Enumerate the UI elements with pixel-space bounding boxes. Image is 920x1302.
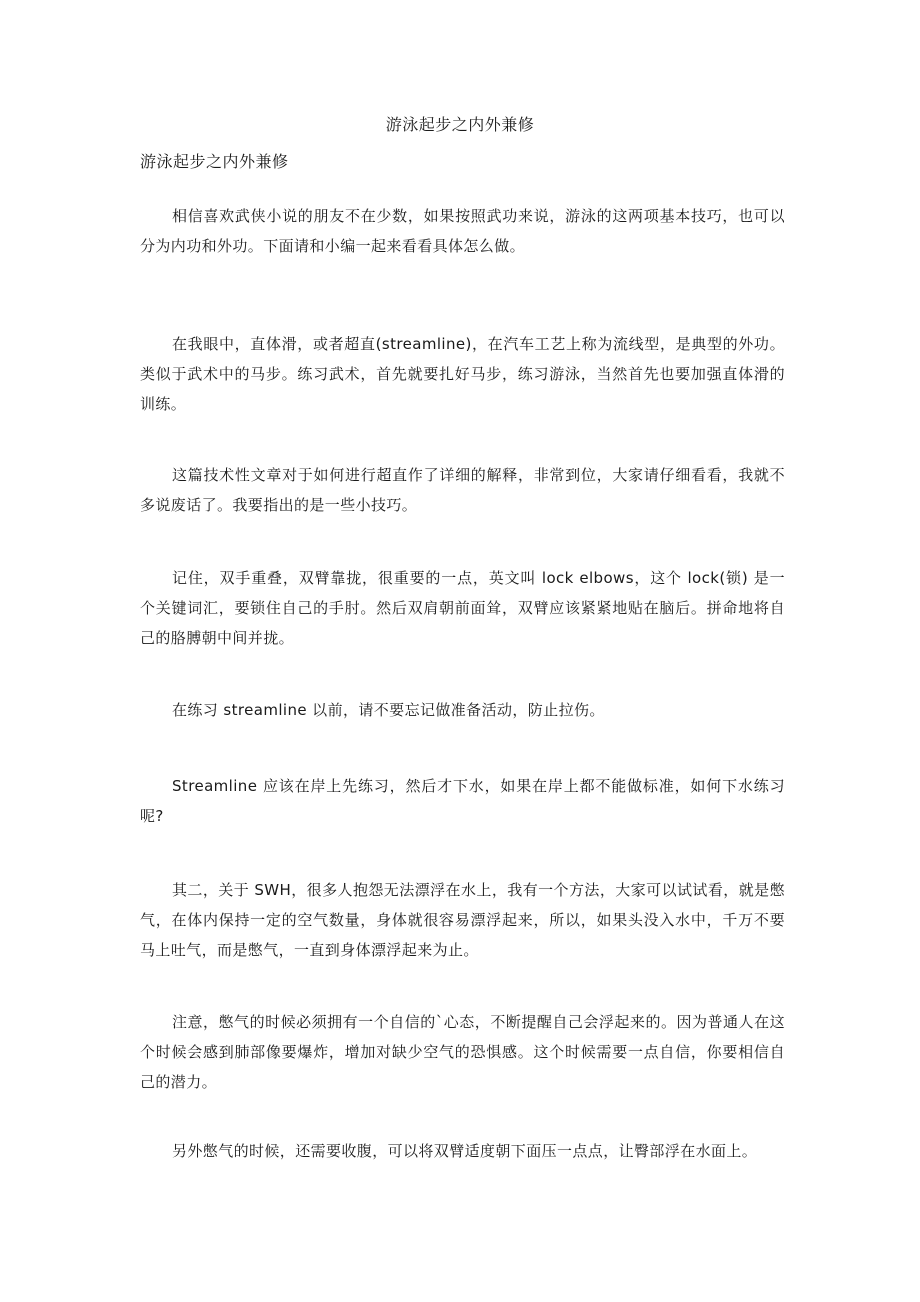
paragraph-lock-elbows: 记住，双手重叠，双臂靠拢，很重要的一点，英文叫 lock elbows，这个 lock(锁) 是一个关键词汇，要锁住自己的手肘。然后双肩朝前面耸，双臂应该紧紧地贴在脑后。拼命地将自己的胳膊朝中间并拢。 [140,569,785,647]
paragraph-warm-up: 在练习 streamline 以前，请不要忘记做准备活动，防止拉伤。 [172,701,605,719]
document-subtitle: 游泳起步之内外兼修 [140,152,289,171]
document-title: 游泳起步之内外兼修 [385,115,535,134]
paragraph-swh-breath-hold: 其二，关于 SWH，很多人抱怨无法漂浮在水上，我有一个方法，大家可以试试看，就是憋气，在体内保持一定的空气数量，身体就很容易漂浮起来，所以，如果头没入水中，千万不要马上吐气，而是憋气，一直到身体漂浮起来为止。 [140,881,785,959]
paragraph-tuck-abdomen: 另外憋气的时候，还需要收腹，可以将双臂适度朝下面压一点点，让臀部浮在水面上。 [172,1142,758,1160]
paragraph-intro: 相信喜欢武侠小说的朋友不在少数，如果按照武功来说，游泳的这两项基本技巧，也可以分为内功和外功。下面请和小编一起来看看具体怎么做。 [140,207,785,255]
paragraph-confidence: 注意，憋气的时候必须拥有一个自信的`心态，不断提醒自己会浮起来的。因为普通人在这个时候会感到肺部像要爆炸，增加对缺少空气的恐惧感。这个时候需要一点自信，你要相信自己的潜力。 [140,1013,785,1091]
paragraph-streamline: 在我眼中，直体滑，或者超直(streamline)，在汽车工艺上称为流线型，是典型的外功。类似于武术中的马步。练习武术，首先就要扎好马步，练习游泳，当然首先也要加强直体滑的训练。 [140,335,785,413]
paragraph-technical-article: 这篇技术性文章对于如何进行超直作了详细的解释，非常到位，大家请仔细看看，我就不多说废话了。我要指出的是一些小技巧。 [140,466,785,514]
paragraph-practice-on-shore: Streamline 应该在岸上先练习，然后才下水，如果在岸上都不能做标准，如何下水练习呢? [140,777,785,825]
